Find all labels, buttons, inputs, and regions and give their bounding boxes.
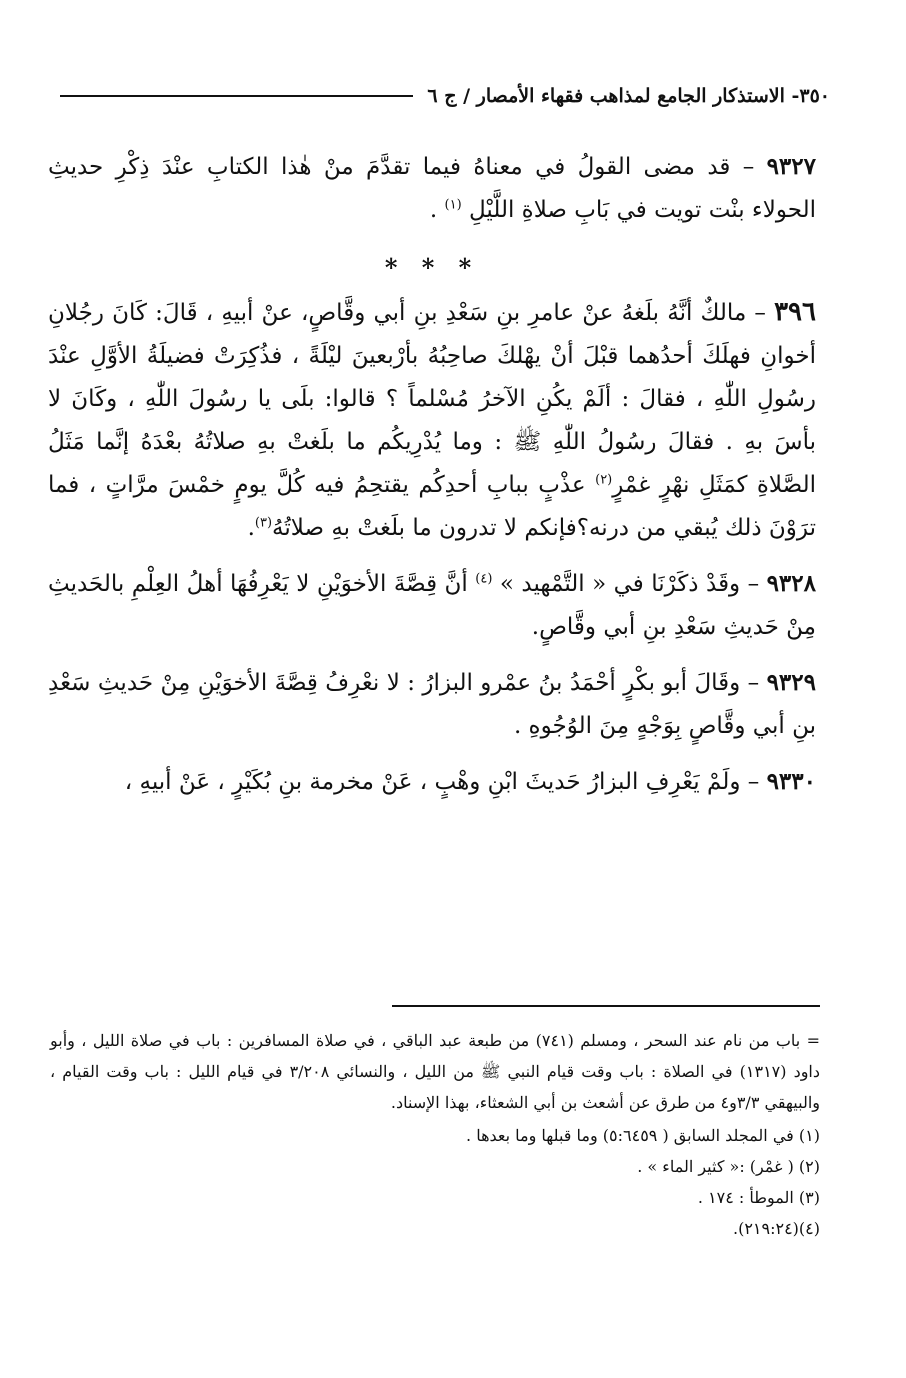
hadith-text-part2: عذْبٍ ببابِ أحدِكُم يقتحِمُ فيه كُلَّ يومٍ خمْسَ مرَّاتٍ ، فما ترَوْنَ ذلك يُبقي من درنه؟فإنكم لا تدرون ما بلَغتْ بهِ صلاتُهُ	[48, 472, 816, 541]
footnote-ref: (٢)	[595, 472, 613, 488]
paragraph-text-part1: – وقَدْ ذكَرْنَا في « التَّمْهيد »	[492, 571, 767, 597]
paragraph-text: – قد مضى القولُ في معناهُ فيما تقدَّمَ منْ هٰذا الكتابِ عنْدَ ذِكْرِ حديثِ الحولاء بنْت تويت في بَابِ صلاةِ اللَّيْلِ	[48, 154, 816, 223]
main-text	[48, 145, 816, 816]
footnote-ref: (٤)	[475, 571, 493, 587]
paragraph-end: .	[429, 197, 445, 223]
paragraph-9329	[48, 661, 816, 748]
paragraph-text: – وقَالَ أبو بكْرٍ أحْمَدُ بنُ عمْرو البزارُ : لا نعْرِفُ قِصَّةَ الأخوَيْنِ مِنْ حَديثِ سَعْدِ بنِ أبي وقَّاصٍ بِوَجْهٍ مِنَ الوُجُوهِ .	[48, 670, 816, 739]
footnote-ref: (٣)	[254, 515, 273, 531]
header-rule	[60, 95, 413, 97]
hadith-396	[48, 291, 816, 550]
entry-number: ٩٣٢٧	[766, 153, 816, 180]
paragraph-9327	[48, 145, 816, 232]
paragraph-9330	[48, 760, 816, 804]
footnote-ref: (١)	[444, 197, 462, 213]
section-separator: * * *	[384, 253, 480, 282]
paragraph-9328	[48, 562, 816, 649]
footnote-4: (٤)(٢١٩:٢٤).	[732, 1219, 820, 1238]
running-header	[60, 78, 830, 114]
footnotes	[50, 1025, 820, 1244]
footnote-3: (٣) الموطأ : ١٧٤ .	[697, 1188, 820, 1207]
footnote-2: (٢) ( غمْر) :« كثير الماء » .	[637, 1157, 820, 1176]
paragraph-text: – ولَمْ يَعْرِفِ البزارُ حَديثَ ابْنِ وهْبٍ ، عَنْ مخرمة بنِ بُكَيْرٍ ، عَنْ أبيهِ ،	[124, 769, 767, 795]
entry-number: ٩٣٢٩	[766, 669, 816, 696]
entry-number: ٩٣٣٠	[766, 768, 816, 795]
footnote-continuation: = باب من نام عند السحر ، ومسلم (٧٤١) من طبعة عبد الباقي ، في صلاة المسافرين : باب في صلاة الليل ، وأبو داود (١٣١٧) في الصلاة : باب وقت قيام النبي ﷺ من الليل ، والنسائي ٣/٢٠٨ في قيام الليل : باب وقت القيام ، والبيهقي ٣/٣و٤ من طرق عن أشعث بن أبي الشعثاء، بهذا الإسناد.	[50, 1031, 821, 1112]
paragraph-text-part2: أنَّ قِصَّةَ الأخوَيْنِ لا يَعْرِفُهَا أهلُ العِلْمِ بالحَديثِ مِنْ حَديثِ سَعْدِ بنِ أبي وقَّاصٍ.	[48, 571, 816, 640]
running-title: ٣٥٠- الاستذكار الجامع لمذاهب فقهاء الأمصار / ج ٦	[427, 85, 830, 107]
entry-number: ٩٣٢٨	[766, 570, 816, 597]
hadith-number: ٣٩٦	[774, 297, 816, 327]
hadith-text-part1: – مالكٌ أنَّهُ بلَغهُ عنْ عامرِ بنِ سَعْدِ بنِ أبي وقَّاصٍ، عنْ أبيهِ ، قَالَ: كَانَ رجُلانِ أخوانِ فهلَكَ أحدُهما قبْلَ أنْ يهْلكَ صاحِبُهُ بأرْبعينَ ليْلَةً ، فذُكِرَتْ فضيلَةُ الأوَّلِ عنْدَ رسُولِ اللّٰهِ ، فقالَ : ألَمْ يكُنِ الآخرُ مُسْلماً ؟ قالوا: بلَى يا رسُولَ اللّٰهِ ، وكَانَ لا بأسَ بهِ . فقالَ رسُولُ اللّٰهِ ﷺ : وما يُدْرِيكُم ما بلَغتْ بهِ صلاتُهُ بعْدَهُ إنَّما مَثَلُ الصَّلاةِ كمَثَلِ نهْرٍ غمْرٍ	[48, 300, 816, 498]
footnote-rule	[392, 1005, 820, 1007]
footnote-1: (١) في المجلد السابق ( ٥:٦٤٥٩) وما قبلها وما بعدها .	[466, 1126, 820, 1145]
paragraph-end: .	[247, 515, 255, 541]
